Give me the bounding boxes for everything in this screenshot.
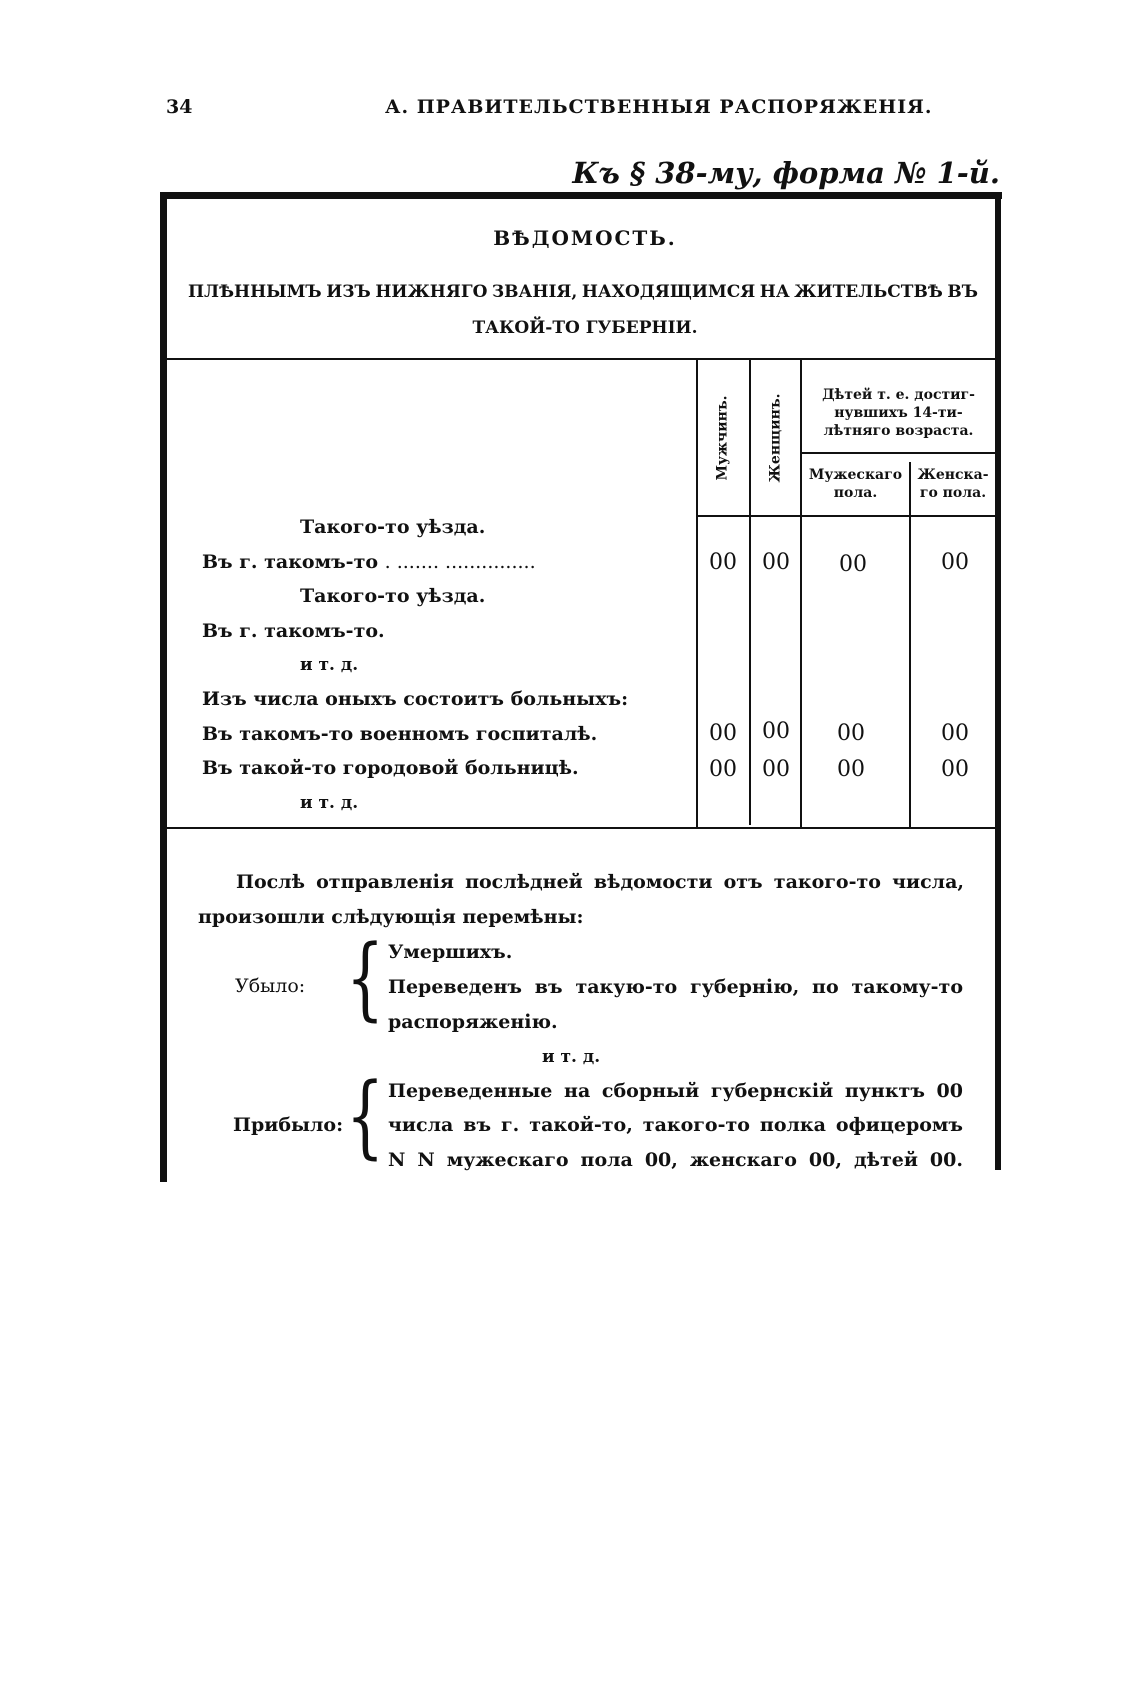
column-header-female [911,466,995,502]
decreased-item-1: Умершихъ. [388,941,513,963]
subtitle-word: ИЗЪ [326,282,371,302]
row-town-1 [202,551,536,573]
column-header-women-cell [751,362,800,514]
decreased-item-2: Переведенъ въ такую-то губернію, по такому-то [388,976,963,998]
female-header-line: Женска- [917,467,989,483]
increased-item-2: числа въ г. такой-то, такого-то полка офицеромъ [388,1114,963,1136]
column-header-children [802,386,995,440]
notes-line-2: произошли слѣдующія перемѣны: [198,906,584,928]
children-header-line: Дѣтей т. е. достиг- [822,387,975,403]
children-header-line: лѣтняго возраста. [823,423,974,439]
column-header-women: Женщинъ. [767,393,784,483]
value-men: 00 [709,550,737,575]
page-number: 34 [166,96,193,118]
row-town-1-label: Въ г. такомъ-то [202,551,379,573]
column-header-male [802,466,909,502]
subtitle-word: ПЛѢННЫМЪ [188,282,322,302]
decreased-brace: { [346,926,385,1032]
children-header-line: нувшихъ 14-ти- [834,405,963,421]
notes-line-1: Послѣ отправленія послѣдней вѣдомости отъ такого-то числа, [236,871,964,893]
value-men: 00 [709,757,737,782]
value-male-children: 00 [837,757,865,782]
decreased-item-3: распоряженію. [388,1011,558,1033]
value-male-children: 00 [837,721,865,746]
notes-etc: и т. д. [542,1047,601,1067]
row-hospital: Въ такомъ-то военномъ госпиталѣ. [202,723,598,745]
increased-label: Прибыло: [233,1114,344,1136]
subtitle-word: НИЖНЯГО [375,282,488,302]
female-header-line: го пола. [919,485,987,501]
form-title: ВѢДОМОСТЬ. [493,226,677,250]
column-header-men: Мужчинъ. [715,395,731,481]
value-female-children: 00 [941,757,969,782]
row-sick-heading: Изъ числа оныхъ состоитъ больныхъ: [202,688,629,710]
male-header-line: пола. [833,485,878,501]
value-male-children: 00 [839,552,867,577]
subtitle-word: ЗВАНІЯ, [491,282,578,302]
increased-item-3: N N мужескаго пола 00, женскаго 00, дѣтей 00. [388,1149,963,1171]
value-female-children: 00 [941,550,969,575]
form-subtitle-line1 [188,282,978,302]
increased-brace: { [346,1064,385,1170]
row-district-2: Такого-то уѣзда. [300,585,486,607]
column-header-men-cell [697,362,749,514]
subtitle-word: ЖИТЕЛЬСТВѢ [794,282,943,302]
row-town-2: Въ г. такомъ-то. [202,620,385,642]
value-female-children: 00 [941,721,969,746]
subtitle-word: НА [759,282,790,302]
row-city-hospital: Въ такой-то городовой больницѣ. [202,757,579,779]
running-head: А. ПРАВИТЕЛЬСТВЕННЫЯ РАСПОРЯЖЕНІЯ. [385,96,933,118]
form-reference: Къ § 38-му, форма № 1-й. [572,156,1000,190]
subtitle-word: ВЪ [947,282,978,302]
value-men: 00 [709,721,737,746]
subtitle-word: НАХОДЯЩИМСЯ [581,282,756,302]
row-etc-2: и т. д. [300,793,359,813]
male-header-line: Мужескаго [808,467,903,483]
decreased-label: Убыло: [235,975,306,997]
value-women: 00 [762,719,790,744]
row-etc-1: и т. д. [300,655,359,675]
row-district-1: Такого-то уѣзда. [300,516,486,538]
increased-item-1: Переведенные на сборный губернскій пунктъ 00 [388,1080,963,1102]
form-subtitle-line2: ТАКОЙ-ТО ГУБЕРНІИ. [472,318,698,338]
leader-dots: . ....... ............... [384,551,536,573]
value-women: 00 [762,757,790,782]
value-women: 00 [762,550,790,575]
